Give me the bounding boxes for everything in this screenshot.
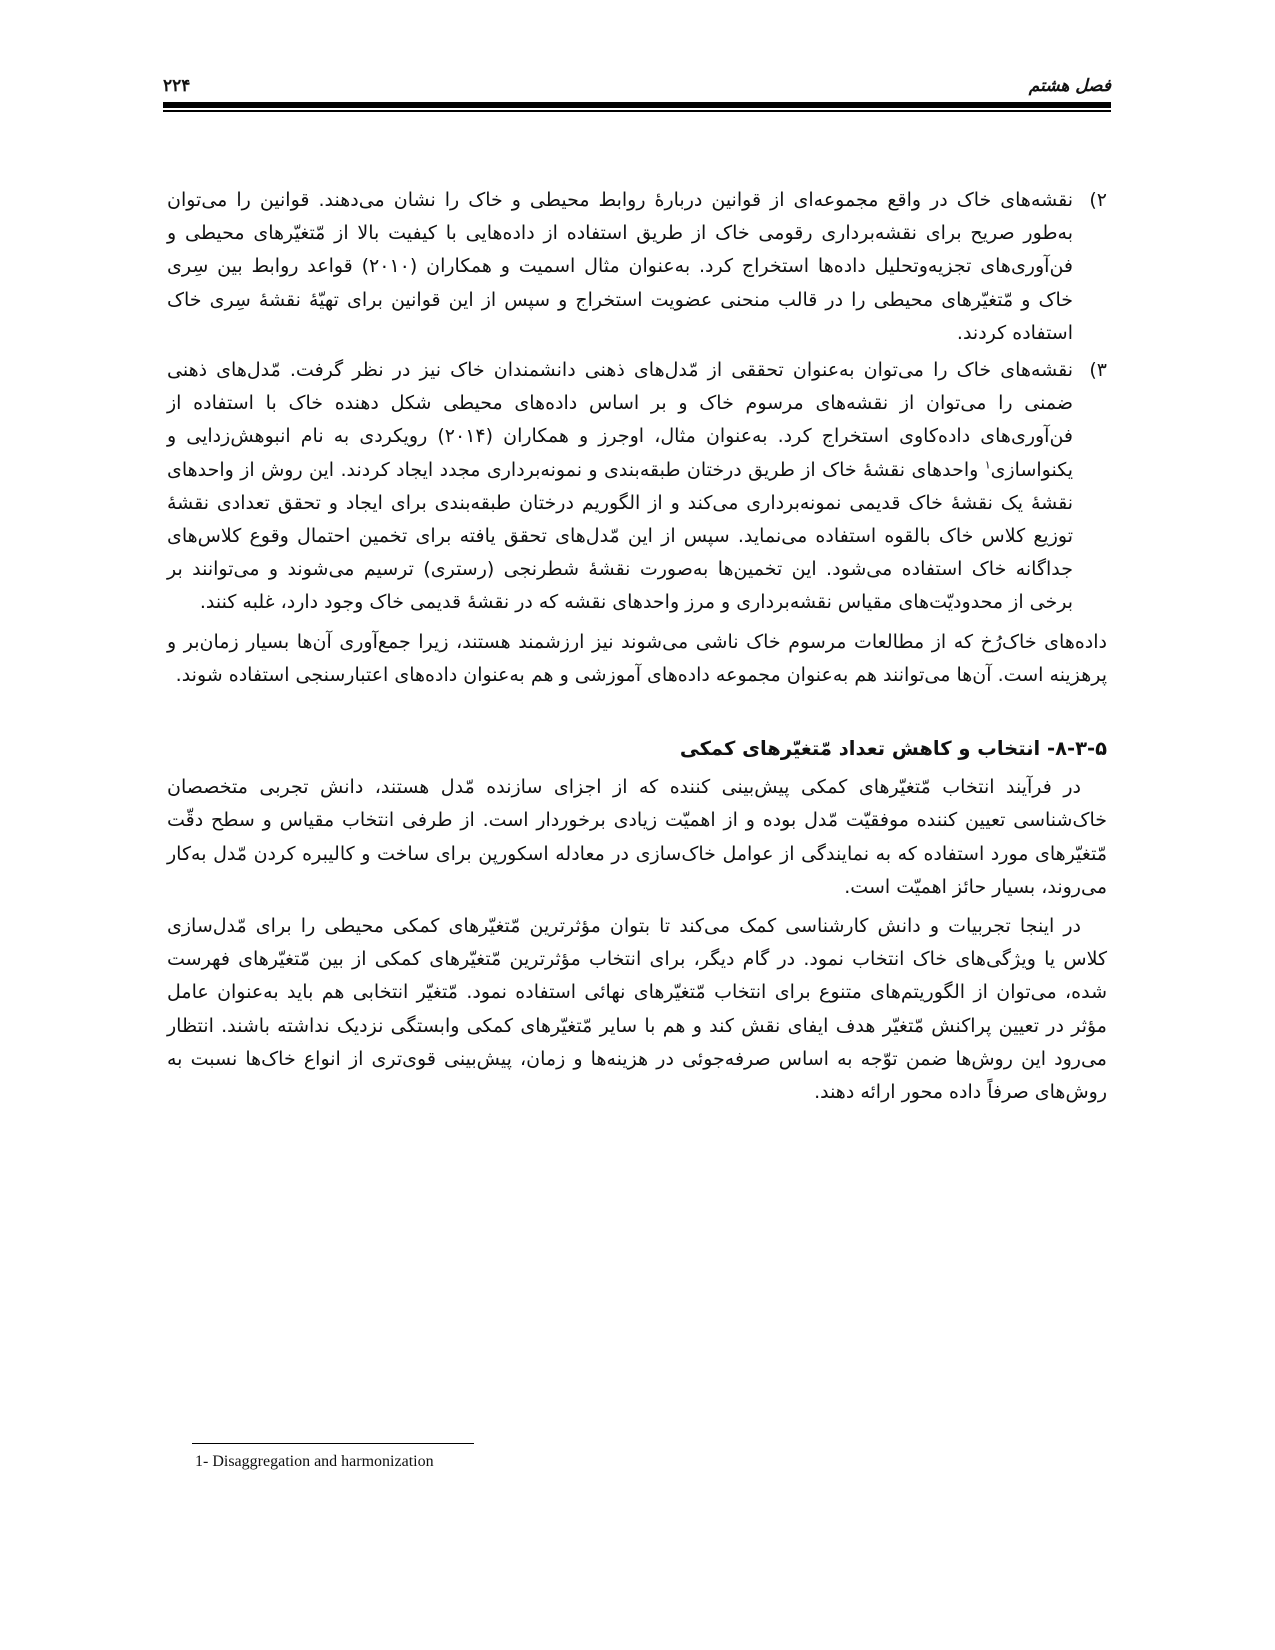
list-item-number: ۲) xyxy=(1089,189,1107,211)
list-item-2 xyxy=(167,184,1107,350)
section-heading: ۸-۳-۵- انتخاب و کاهش تعداد مّتغیّرهای کمکی xyxy=(679,737,1107,761)
list-item-text: نقشه‌های خاک در واقع مجموعه‌ای از قوانین دربارۀ روابط محیطی و خاک را نشان می‌دهند. قوانین را می‌توان به‌طور صریح برای نقشه‌برداری رقومی خاک از طریق استفاده از داده‌هایی با کیفیت بالا از مّتغیّرهای محیطی و فن‌آوری‌های تجزیه‌وتحلیل داده‌ها استخراج کرد. به‌عنوان مثال اسمیت و همکاران (۲۰۱۰) قواعد روابط بین سِری خاک و مّتغیّرهای محیطی را در قالب منحنی عضویت استخراج و سپس از این قوانین برای تهیّۀ نقشۀ سِری خاک استفاده کردند. xyxy=(167,189,1073,344)
footnote-divider xyxy=(192,1443,474,1444)
chapter-title: فصل هشتم xyxy=(1028,76,1111,96)
page-number: ۲۲۴ xyxy=(163,76,191,96)
page-body xyxy=(167,184,1107,1109)
section-paragraph: در اینجا تجربیات و دانش کارشناسی کمک می‌کند تا بتوان مؤثرترین مّتغیّرهای کمکی محیطی را برای مّدل‌سازی کلاس یا ویژگی‌های خاک انتخاب نمود. در گام دیگر، برای انتخاب مؤثرترین مّتغیّرهای کمکی از بین مّتغیّرهای فهرست شده، می‌توان از الگوریتم‌های متنوع برای انتخاب مّتغیّرهای نهائی استفاده نمود. مّتغیّر انتخابی هم باید به‌عنوان عامل مؤثر در تعیین پراکنش مّتغیّر هدف ایفای نقش کند و هم با سایر مّتغیّرهای کمکی وابستگی نزدیک نداشته باشند. انتظار می‌رود این روش‌ها ضمن توّجه به اساس صرفه‌جوئی در هزینه‌ها و زمان، پیش‌بینی قوی‌تری از انواع خاک‌ها نسبت به روش‌های صرفاً داده محور ارائه دهند. xyxy=(167,915,1107,1104)
header-rule-secondary xyxy=(163,110,1111,112)
footnote: 1- Disaggregation and harmonization xyxy=(195,1453,434,1470)
list-item-text-continued: واحدهای نقشۀ خاک از طریق درختان طبقه‌بندی و نمونه‌برداری مجدد ایجاد کردند. این روش از واحدهای نقشۀ یک نقشۀ خاک قدیمی نمونه‌برداری می‌کند و از الگوریم درختان طبقه‌بندی برای ایجاد و تحقق تعدادی نقشۀ توزیع کلاس خاک بالقوه استفاده می‌نماید. سپس از این مّدل‌های تحقق یافته برای تخمین احتمال وقوع کلاس‌های جداگانه خاک استفاده می‌شود. این تخمین‌ها به‌صورت نقشۀ شطرنجی (رستری) ترسیم می‌شوند و می‌توانند بر برخی از محدودیّت‌های مقیاس نقشه‌برداری و مرز واحدهای نقشه که در نقشۀ قدیمی خاک وجود دارد، غلبه کنند. xyxy=(167,458,1073,614)
header-rule xyxy=(163,102,1111,108)
list-item-number: ۳) xyxy=(1089,359,1107,382)
footnote-reference: ۱ xyxy=(984,458,991,472)
paragraph-soil-profile: داده‌های خاک‌رُخ که از مطالعات مرسوم خاک ناشی می‌شوند نیز ارزشمند هستند، زیرا جمع‌آوری آن‌ها بسیار زمان‌بر و پرهزینه است. آن‌ها می‌توانند هم به‌عنوان مجموعه داده‌های آموزشی و هم به‌عنوان داده‌های اعتبارسنجی استفاده شوند. xyxy=(167,630,1107,686)
section-paragraph: در فرآیند انتخاب مّتغیّرهای کمکی پیش‌بینی کننده که از اجزای سازنده مّدل هستند، دانش تجربی متخصصان خاک‌شناسی تعیین کننده موفقیّت مّدل بوده و از اهمیّت زیادی برخوردار است. از طرفی انتخاب مقیاس و سطح دقّت مّتغیّرهای مورد استفاده که به نمایندگی از عوامل خاک‌سازی در معادله اسکورپن برای ساخت و کالیبره کردن مّدل به‌کار می‌روند، بسیار حائز اهمیّت است. xyxy=(167,776,1107,898)
list-item-text: نقشه‌های خاک را می‌توان به‌عنوان تحققی از مّدل‌های ذهنی دانشمندان خاک نیز در نظر گرفت. مّدل‌های ذهنی ضمنی را می‌توان از نقشه‌های مرسوم خاک و بر اساس داده‌های محیطی شکل دهنده خاک با استفاده از فن‌آوری‌های داده‌کاوی استخراج کرد. به‌عنوان مثال، اوجرز و همکاران (۲۰۱۴) رویکردی به نام انبوهش‌زدایی و یکنواسازی xyxy=(167,359,1073,481)
page-header xyxy=(163,68,1111,100)
list-item-3 xyxy=(167,354,1107,620)
